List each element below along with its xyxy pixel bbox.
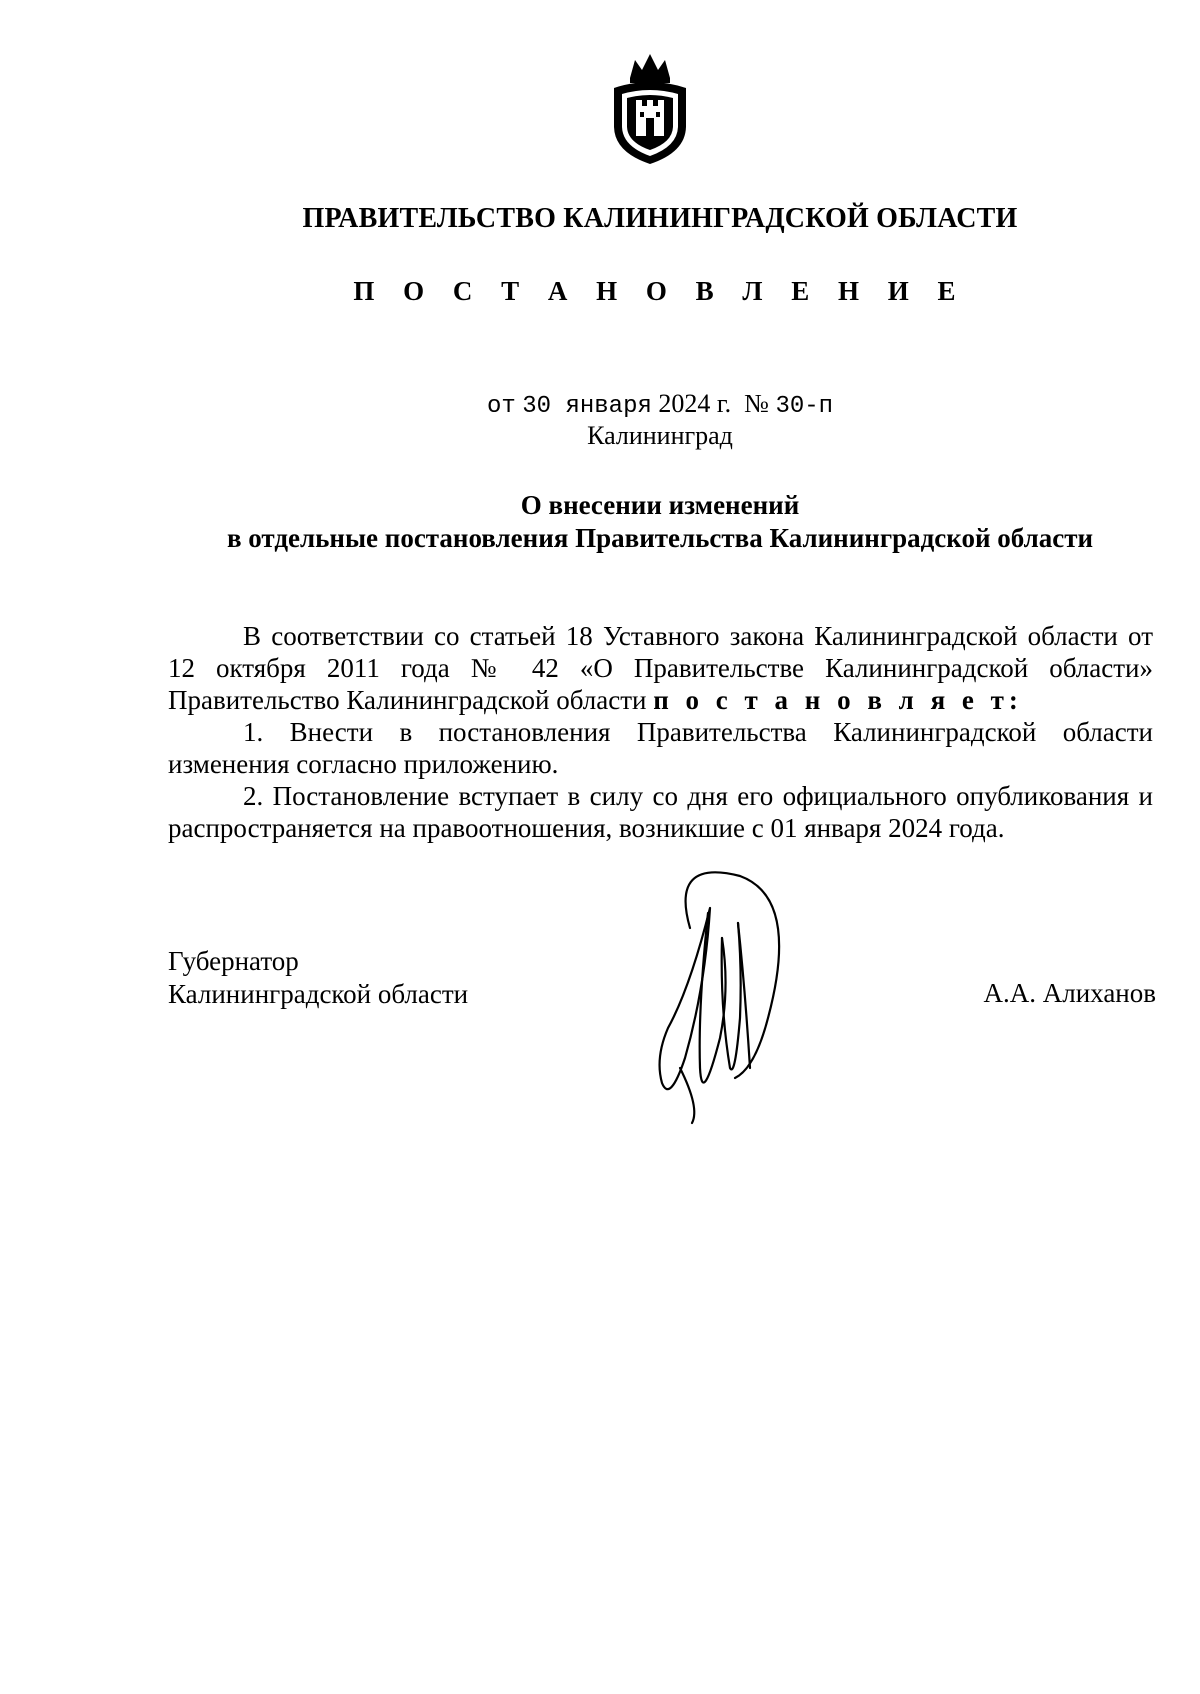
document-body	[168, 620, 1153, 844]
position-line-2: Калининградской области	[168, 979, 469, 1009]
document-number: 30-п	[775, 393, 834, 420]
coat-of-arms-icon	[600, 48, 700, 168]
item-1: 1. Внести в постановления Правительства Калининградской области изменения согласно приложению.	[168, 717, 1153, 779]
date-prefix: от	[486, 393, 516, 420]
document-subject	[0, 489, 1200, 555]
signatory-position	[168, 945, 468, 1011]
item-2: 2. Постановление вступает в силу со дня его официального опубликования и распространяется на правоотношения, возникшие с 01 января 2024 года.	[168, 781, 1153, 843]
document-date: 30 января	[522, 393, 652, 420]
decree-word: п о с т а н о в л я е т:	[653, 685, 1023, 715]
document-date-number	[0, 389, 1200, 420]
handwritten-signature-icon	[650, 868, 800, 1128]
position-line-1: Губернатор	[168, 946, 299, 976]
signatory-name: А.А. Алиханов	[983, 978, 1156, 1008]
preamble-paragraph	[168, 620, 1153, 716]
subject-line-2: в отдельные постановления Правительства Калининградской области	[226, 523, 1094, 553]
document-city: Калининград	[587, 421, 733, 450]
subject-line-1: О внесении изменений	[520, 490, 800, 520]
government-name: ПРАВИТЕЛЬСТВО КАЛИНИНГРАДСКОЙ ОБЛАСТИ	[302, 203, 1018, 234]
document-type: П О С Т А Н О В Л Е Н И Е	[353, 276, 967, 306]
preamble-text: В соответствии со статьей 18 Уставного закона Калининградской области от 12 октября 2011 года № 42 «О Правительстве Калининградской области» Правительство Калининградской области	[168, 621, 1153, 715]
document-year: 2024 г.	[658, 389, 732, 418]
number-sign: №	[744, 389, 769, 418]
